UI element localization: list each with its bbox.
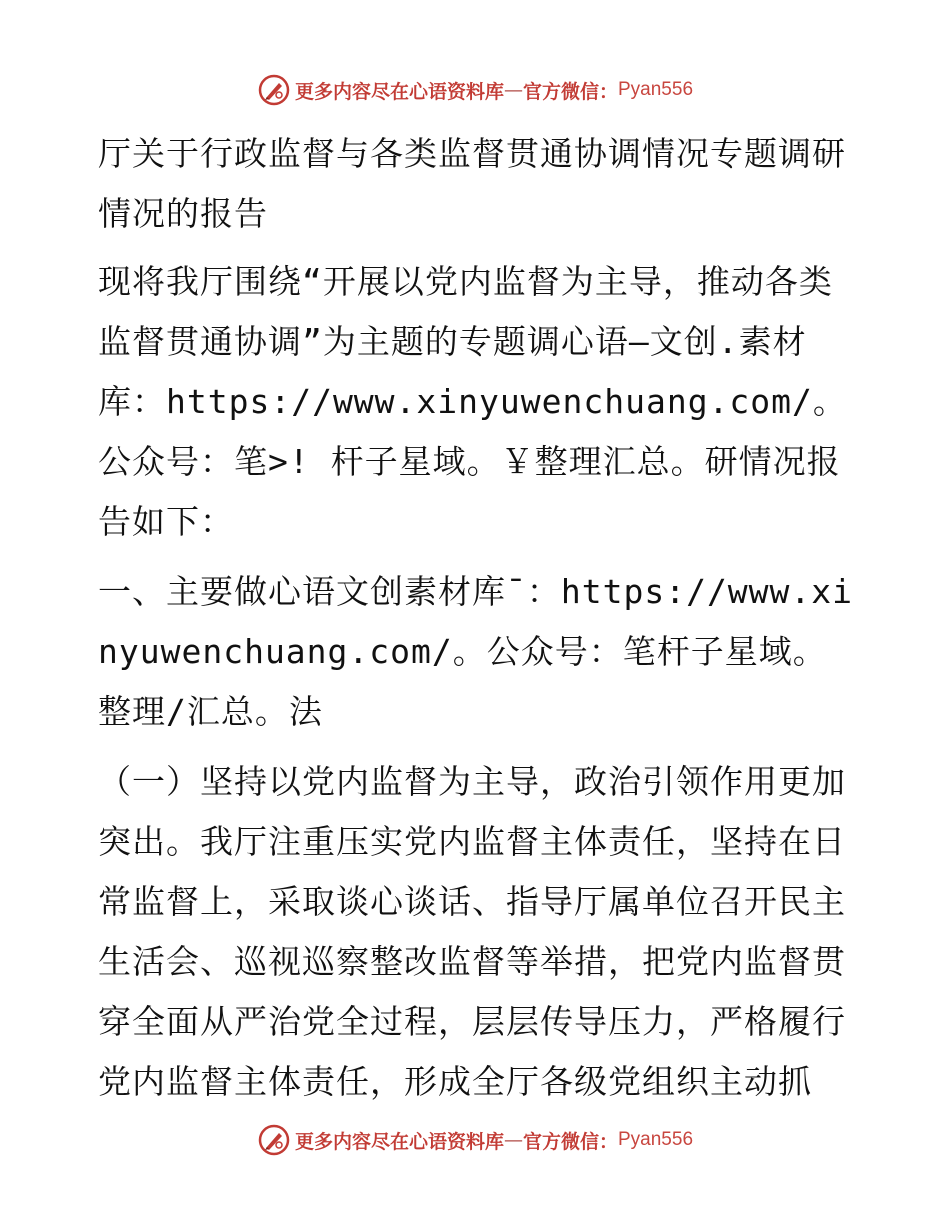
header-banner-main-text: 更多内容尽在心语资料库 xyxy=(294,80,504,103)
footer-banner-main-text: 更多内容尽在心语资料库 xyxy=(294,1130,504,1153)
footer-banner-label: 官方微信： xyxy=(522,1130,618,1153)
pen-logo-icon xyxy=(257,1123,291,1157)
footer-banner xyxy=(0,1120,950,1160)
subsection-paragraph: （一）坚持以党内监督为主导，政治引领作用更加突出。我厅注重压实党内监督主体责任，坚持在日常监督上，采取谈心谈话、指导厅属单位召开民主生活会、巡视巡察整改监督等举措，把党内监督贯穿全面从严治党全过程，层层传导压力，严格履行党内监督主体责任，形成全厅各级党组织主动抓 xyxy=(98,762,846,1101)
section-heading: 一、主要做心语文创素材库¯：https://www.xinyuwenchuang.com/。公众号：笔杆子星域。整理/汇总。法 xyxy=(98,572,854,731)
header-banner-label: 官方微信： xyxy=(522,80,618,103)
pen-logo-icon xyxy=(257,73,291,107)
footer-banner-separator: — xyxy=(503,1129,523,1151)
footer-banner-wechat-id: Pyan556 xyxy=(618,1129,694,1150)
document-body xyxy=(98,124,858,1112)
header-banner-separator: — xyxy=(503,79,523,101)
document-title: 厅关于行政监督与各类监督贯通协调情况专题调研情况的报告 xyxy=(98,134,846,233)
header-banner-wechat-id: Pyan556 xyxy=(618,79,694,100)
header-banner xyxy=(0,70,950,110)
intro-paragraph: 现将我厅围绕“开展以党内监督为主导，推动各类监督贯通协调”为主题的专题调心语—文创.素材库：https://www.xinyuwenchuang.com/。公众号：笔>! 杆子星域。￥整理汇总。研情况报告如下： xyxy=(98,262,847,541)
